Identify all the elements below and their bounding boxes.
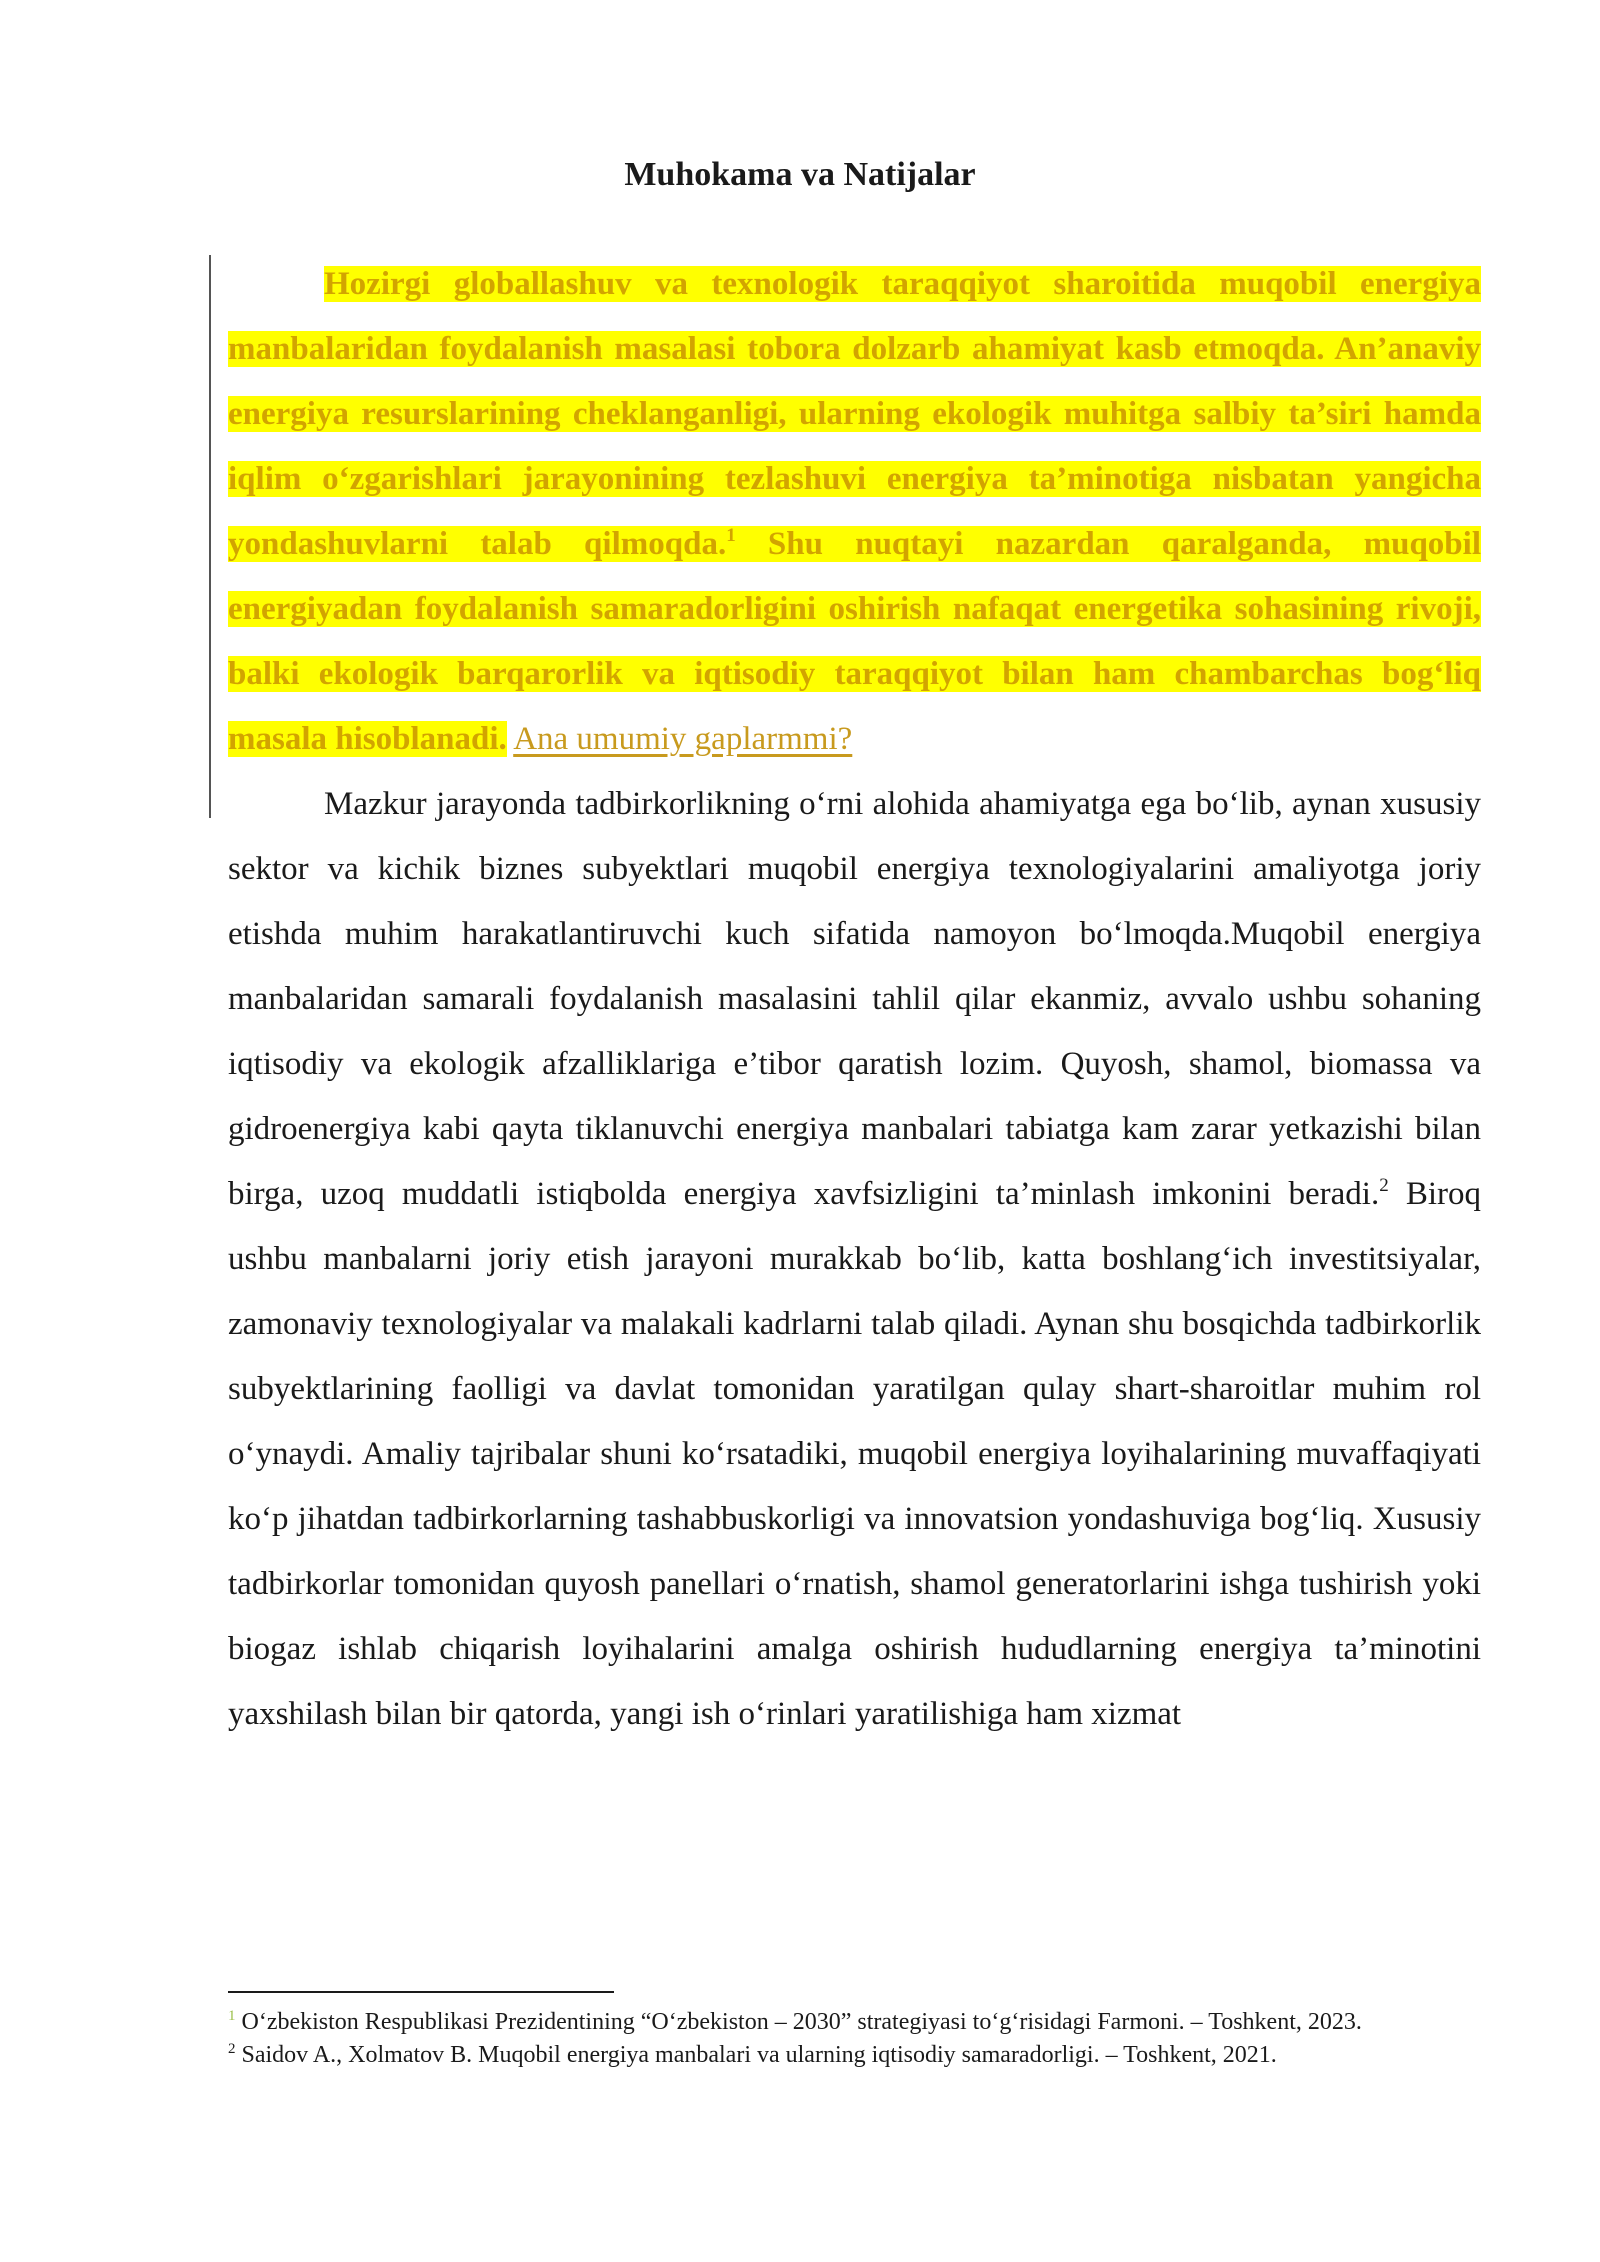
paragraph-2 bbox=[228, 772, 1481, 1747]
footnotes bbox=[228, 2006, 1481, 2072]
paragraph-1-text-a: Hozirgi globallashuv va texnologik taraqqiyot sharoitida muqobil energiya manbalaridan foydalanish masalasi tobora dolzarb ahamiyat kasb etmoqda. An’anaviy energiya resurslarining cheklanganligi, ularning ekologik muhitga salbiy ta’siri hamda iqlim o‘zgarishlari jarayonining tezlashuvi energiya ta’minotiga nisbatan yangicha yondashuvlarni talab qilmoqda. bbox=[228, 266, 1481, 562]
paragraph-2-text-a: Mazkur jarayonda tadbirkorlikning o‘rni alohida ahamiyatga ega bo‘lib, aynan xususiy sektor va kichik biznes subyektlari muqobil energiya texnologiyalarini amaliyotga joriy etishda muhim harakatlantiruvchi kuch sifatida namoyon bo‘lmoqda.Muqobil energiya manbalaridan samarali foydalanish masalasini tahlil qilar ekanmiz, avvalo ushbu sohaning iqtisodiy va ekologik afzalliklariga e’tibor qaratish lozim. Quyosh, shamol, biomassa va gidroenergiya kabi qayta tiklanuvchi energiya manbalari tabiatga kam zarar yetkazishi bilan birga, uzoq muddatli istiqbolda energiya xavfsizligini ta’minlash imkonini beradi. bbox=[228, 786, 1481, 1212]
footnote-2 bbox=[228, 2039, 1481, 2071]
footnote-separator bbox=[228, 1991, 614, 1993]
paragraph-2-text-b: Biroq ushbu manbalarni joriy etish jarayoni murakkab bo‘lib, katta boshlang‘ich investitsiyalar, zamonaviy texnologiyalar va malakali kadrlarni talab qiladi. Aynan shu bosqichda tadbirkorlik subyektlarining faolligi va davlat tomonidan yaratilgan qulay shart-sharoitlar muhim rol o‘ynaydi. Amaliy tajribalar shuni ko‘rsatadiki, muqobil energiya loyihalarining muvaffaqiyati ko‘p jihatdan tadbirkorlarning tashabbuskorligi va innovatsion yondashuviga bog‘liq. Xususiy tadbirkorlar tomonidan quyosh panellari o‘rnatish, shamol generatorlarini ishga tushirish yoki biogaz ishlab chiqarish loyihalarini amalga oshirish hududlarning energiya ta’minotini yaxshilash bilan bir qatorda, yangi ish o‘rinlari yaratilishiga ham xizmat bbox=[228, 1176, 1482, 1732]
footnote-ref-1[interactable]: 1 bbox=[726, 525, 736, 546]
footnote-ref-2[interactable]: 2 bbox=[1379, 1175, 1389, 1196]
highlighted-text bbox=[228, 266, 1481, 757]
footnote-2-text: Saidov A., Xolmatov B. Muqobil energiya manbalari va ularning iqtisodiy samaradorligi. – Toshkent, 2021. bbox=[241, 2042, 1277, 2068]
footnote-2-mark: 2 bbox=[228, 2041, 236, 2057]
paragraph-1 bbox=[228, 252, 1481, 772]
page-title: Muhokama va Natijalar bbox=[624, 156, 976, 193]
footnote-1 bbox=[228, 2006, 1481, 2038]
footnote-1-text: O‘zbekiston Respublikasi Prezidentining “O‘zbekiston – 2030” strategiyasi to‘g‘risidagi Farmoni. – Toshkent, 2023. bbox=[241, 2009, 1362, 2035]
footnote-1-mark: 1 bbox=[228, 2008, 236, 2024]
comment-link[interactable]: Ana umumiy gaplarmmi? bbox=[513, 721, 853, 757]
change-bar bbox=[209, 255, 211, 818]
paragraph-1-text-b: Shu nuqtayi nazardan qaralganda, muqobil energiyadan foydalanish samaradorligini oshirish nafaqat energetika sohasining rivoji, balki ekologik barqarorlik va iqtisodiy taraqqiyot bilan ham chambarchas bog‘liq masala hisoblanadi. bbox=[228, 526, 1481, 757]
body-text bbox=[228, 252, 1481, 1747]
